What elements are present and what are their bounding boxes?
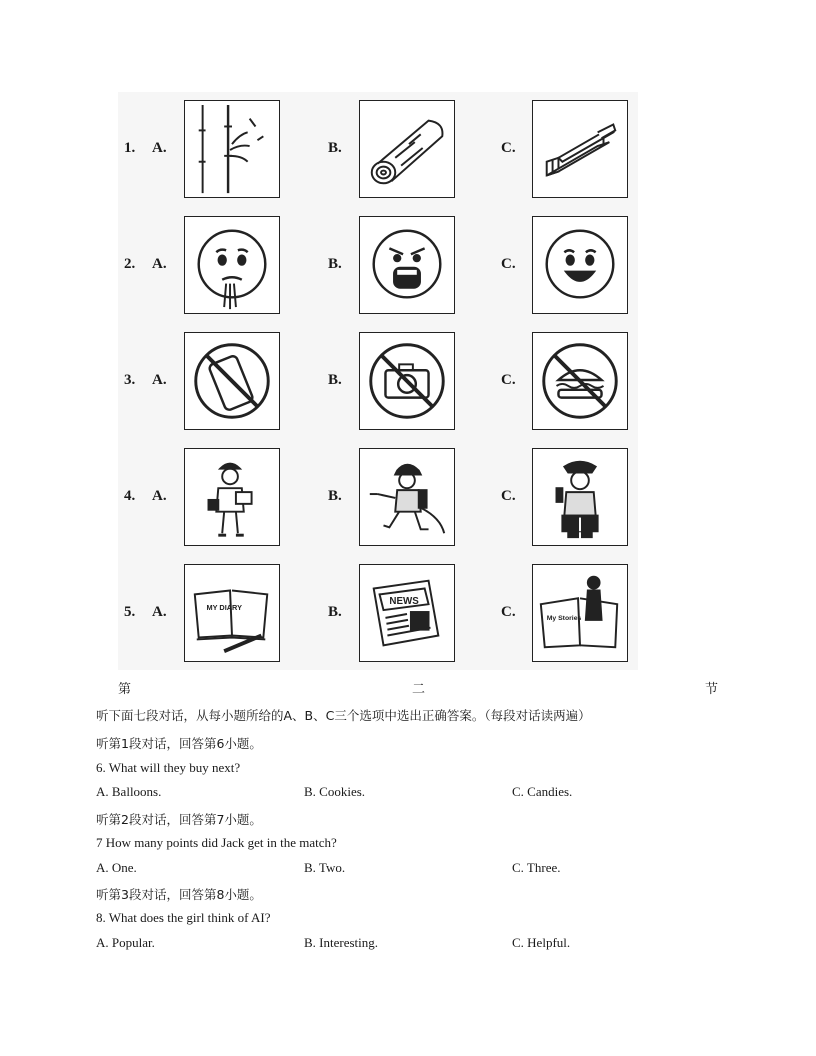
section-heading-part: 第 — [118, 682, 132, 697]
dialogue-intro: 听第2段对话，回答第7小题。 — [96, 812, 262, 827]
option-letter: C. — [501, 140, 516, 156]
option-letter: C. — [501, 372, 516, 388]
section-heading-part: 节 — [705, 682, 719, 697]
answer-option: B. Cookies. — [304, 784, 366, 799]
option-letter: C. — [501, 488, 516, 504]
question-number: 5. — [124, 604, 136, 620]
question-number: 4. — [124, 488, 136, 504]
option-letter: A. — [152, 604, 167, 620]
no-food-icon — [532, 332, 628, 430]
answer-option: B. Interesting. — [304, 935, 379, 950]
question-number: 2. — [124, 256, 136, 272]
happy-face-icon — [532, 216, 628, 314]
question-row-3 — [118, 332, 638, 436]
question-row-2 — [118, 216, 638, 320]
answer-option: C. Helpful. — [512, 935, 571, 950]
delivery-man-icon — [184, 448, 280, 546]
question-row-1 — [118, 100, 638, 204]
answer-option: B. Two. — [304, 860, 346, 875]
dialogue-intro: 听第1段对话，回答第6小题。 — [96, 736, 262, 751]
option-letter: B. — [328, 256, 342, 272]
option-letter: B. — [328, 604, 342, 620]
svg-text:NEWS: NEWS — [389, 596, 419, 608]
svg-text:My Stories: My Stories — [546, 614, 582, 622]
question-row-4 — [118, 448, 638, 552]
answer-option: A. Balloons. — [96, 784, 162, 799]
worried-face-icon — [184, 216, 280, 314]
option-letter: A. — [152, 372, 167, 388]
steel-beam-icon — [532, 100, 628, 198]
answer-option: C. Candies. — [512, 784, 573, 799]
question-number: 3. — [124, 372, 136, 388]
angry-face-icon — [359, 216, 455, 314]
storybook-icon — [532, 564, 628, 662]
firefighter-icon — [359, 448, 455, 546]
answer-option: C. Three. — [512, 860, 561, 875]
answer-option: A. One. — [96, 860, 137, 875]
police-officer-icon — [532, 448, 628, 546]
section-instruction: 听下面七段对话，从每小题所给的A、B、C三个选项中选出正确答案。（每段对话读两遍） — [96, 708, 591, 723]
picture-options-grid — [118, 92, 638, 670]
question-text: 6. What will they buy next? — [96, 760, 241, 775]
question-row-5 — [118, 564, 638, 668]
section-heading-part: 二 — [412, 682, 426, 697]
answer-option: A. Popular. — [96, 935, 155, 950]
diary-icon — [184, 564, 280, 662]
newspaper-icon — [359, 564, 455, 662]
option-letter: C. — [501, 604, 516, 620]
option-letter: C. — [501, 256, 516, 272]
question-text: 7 How many points did Jack get in the match? — [96, 835, 337, 850]
option-letter: A. — [152, 488, 167, 504]
option-letter: A. — [152, 140, 167, 156]
option-letter: B. — [328, 140, 342, 156]
question-text: 8. What does the girl think of AI? — [96, 910, 271, 925]
option-letter: B. — [328, 372, 342, 388]
svg-text:MY DIARY: MY DIARY — [206, 603, 242, 613]
question-number: 1. — [124, 140, 136, 156]
option-letter: B. — [328, 488, 342, 504]
option-letter: A. — [152, 256, 167, 272]
wooden-log-icon — [359, 100, 455, 198]
no-phone-icon — [184, 332, 280, 430]
no-camera-icon — [359, 332, 455, 430]
dialogue-intro: 听第3段对话，回答第8小题。 — [96, 887, 262, 902]
bamboo-icon — [184, 100, 280, 198]
